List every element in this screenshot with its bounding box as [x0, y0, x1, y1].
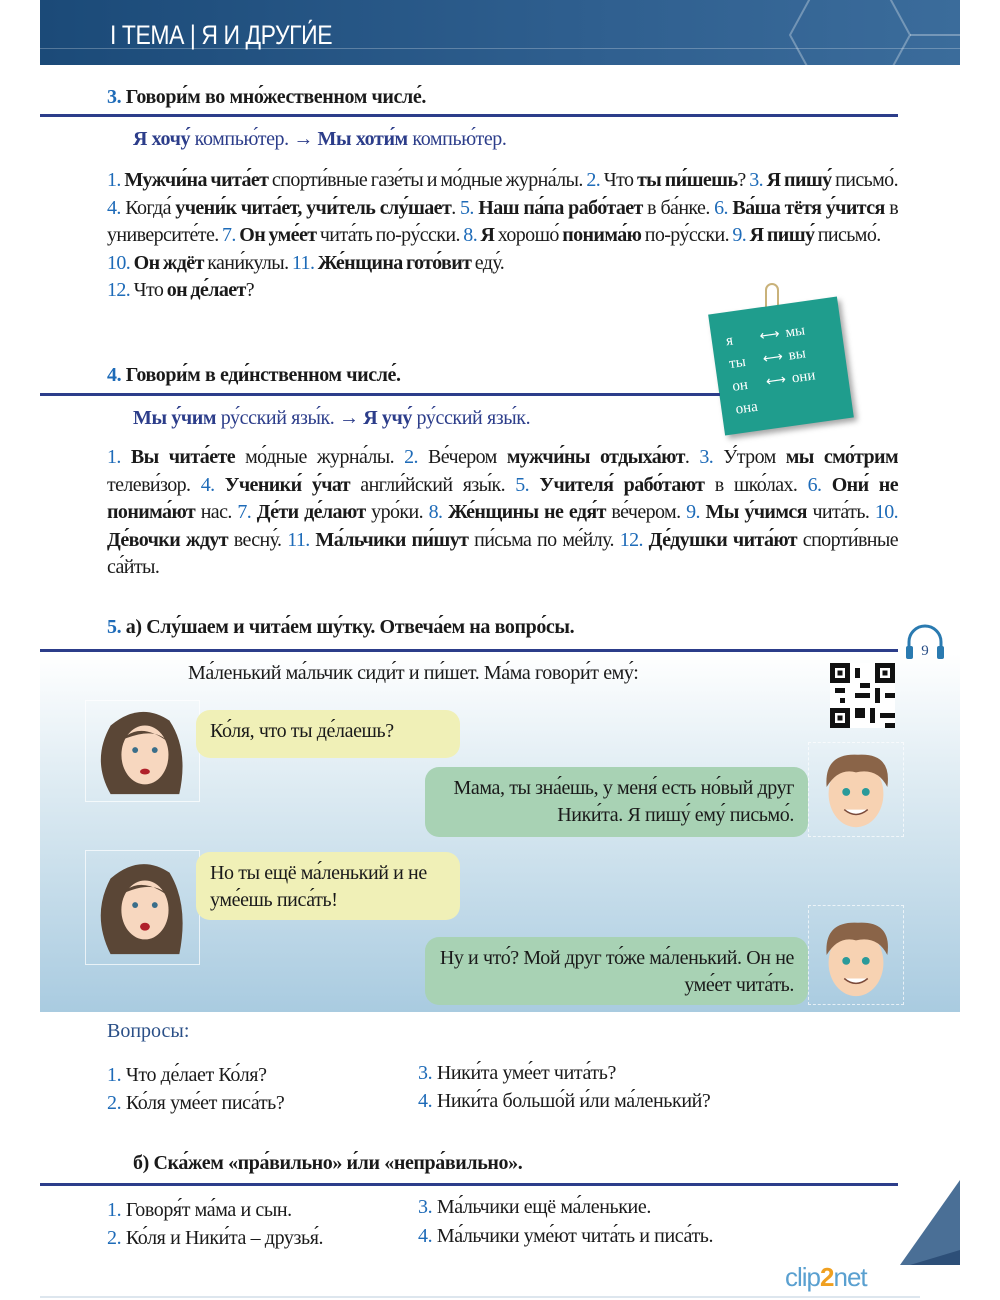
bold-text: Он ждёт	[133, 251, 204, 274]
bold-text: Я пишу́	[749, 224, 815, 247]
item-number: 12.	[107, 279, 134, 302]
text-segment: в университе́те.	[107, 196, 899, 247]
bold-text: понима́ю	[562, 224, 642, 247]
exercise-4-text	[107, 444, 898, 582]
question-item: 2. Ко́ля уме́ет писа́ть?	[107, 1092, 285, 1114]
headphones-audio-icon[interactable]	[903, 622, 947, 662]
bold-text: Ва́ша тётя у́чится	[732, 196, 885, 219]
divider	[40, 393, 720, 396]
exercise-5b-heading: б) Ска́жем «пра́вильно» и́ли «непра́вильно».	[133, 1152, 523, 1174]
divider	[40, 114, 898, 117]
boy-speech-bubble: Ну и что́? Мой друг то́же ма́ленький. Он не уме́ет чита́ть.	[425, 937, 808, 1005]
text-segment: ру́сский язы́к.	[411, 407, 531, 429]
item-number: 1.	[107, 446, 131, 468]
text-segment: компью́тер. →	[190, 128, 318, 150]
item-number: 4.	[107, 196, 126, 219]
text-segment: нас.	[195, 501, 238, 524]
text-segment: ?	[737, 169, 750, 191]
bold-text: Я хочу́	[133, 128, 191, 150]
bold-text: Мы у́чим	[133, 407, 217, 429]
plural-pronoun: вы	[787, 345, 807, 364]
exercise-4-heading	[107, 364, 401, 387]
item-number: 7.	[222, 224, 240, 247]
exercise-4-example	[133, 407, 530, 430]
clip2net-watermark: clip2net	[785, 1262, 867, 1292]
divider	[40, 1183, 898, 1186]
bold-text: Я пишу́	[766, 169, 832, 191]
item-number: 6.	[807, 473, 832, 496]
bold-text: учени́к чита́ет, учи́тель слу́шает	[175, 196, 452, 219]
text-segment: Что	[133, 279, 167, 302]
text-segment: Что	[603, 169, 637, 191]
question-item: 4. Ники́та большо́й и́ли ма́ленький?	[418, 1090, 711, 1112]
item-number: 4.	[200, 473, 225, 496]
text-segment: Когда́	[125, 196, 176, 219]
boy-avatar-icon	[808, 742, 904, 837]
singular-pronoun: он	[731, 376, 749, 395]
item-number: 6.	[714, 196, 733, 219]
mom-avatar-icon	[85, 700, 200, 802]
questions-label: Вопросы:	[107, 1020, 190, 1042]
item-number: 10.	[107, 251, 134, 274]
bold-text: Они́ не понима́ют	[107, 473, 899, 524]
topic-title: I ТЕМА | Я И ДРУГИ́Е	[110, 20, 333, 50]
text-segment: телеви́зор.	[107, 473, 201, 496]
text-segment: уро́ки.	[365, 501, 429, 524]
text-segment: чита́ть.	[806, 501, 875, 524]
divider	[40, 1296, 920, 1298]
item-number: 11.	[291, 251, 318, 274]
item-number: 12.	[619, 528, 649, 551]
bold-text: Мы хоти́м	[317, 128, 408, 150]
question-item: 1. Что де́лает Ко́ля?	[107, 1064, 267, 1086]
mom-speech-bubble: Но ты ещё ма́ленький и не уме́ешь писа́ть!	[196, 852, 460, 920]
statement-item: 4. Ма́льчики уме́ют чита́ть и писа́ть.	[418, 1225, 714, 1247]
corner-triangle-decoration	[900, 1180, 960, 1265]
text-segment: хорошо́	[494, 224, 563, 247]
page-header	[40, 0, 960, 65]
text-segment: спорти́вные газе́ты и мо́дные журна́лы.	[268, 169, 587, 191]
item-number: 8.	[428, 501, 448, 524]
bold-text: мы смо́трим	[785, 446, 898, 468]
exercise-number: 5.	[107, 616, 122, 638]
boy-speech-bubble: Мама, ты зна́ешь, у меня́ есть но́вый друг Ники́та. Я пишу́ ему́ письмо́.	[425, 767, 808, 837]
bold-text: Я учу́	[363, 407, 412, 429]
bold-text: он де́лает	[166, 279, 246, 302]
text-segment: письмо́.	[831, 169, 898, 191]
singular-pronoun: она	[734, 398, 759, 418]
item-number: 5.	[460, 196, 479, 219]
item-number: 3.	[699, 446, 724, 468]
bold-text: ты пи́шешь	[636, 169, 738, 191]
text-segment: ?	[245, 279, 255, 302]
item-number: 9.	[686, 501, 706, 524]
boy-avatar-icon	[808, 905, 904, 1005]
bold-text: Учителя́ рабо́тают	[539, 473, 705, 496]
text-segment: .	[451, 196, 461, 219]
item-number: 5.	[515, 473, 540, 496]
exercise-number: 3.	[107, 86, 122, 108]
bold-text: Я	[480, 224, 495, 247]
mom-speech-bubble: Ко́ля, что ты де́лаешь?	[196, 710, 460, 758]
item-number: 8.	[463, 224, 481, 247]
bold-text: Он уме́ет	[239, 224, 317, 247]
bold-text: Ученики́ у́чат	[224, 473, 350, 496]
item-number: 9.	[732, 224, 750, 247]
divider	[40, 649, 898, 652]
text-segment: пи́сьма по ме́йлу.	[468, 528, 620, 551]
bold-text: Де́ти де́лают	[256, 501, 366, 524]
exercise-5-heading	[107, 616, 574, 639]
text-segment: в ба́нке.	[642, 196, 715, 219]
item-number: 11.	[287, 528, 316, 551]
dialog-intro: Ма́ленький ма́льчик сиди́т и пи́шет. Ма́ма говори́т ему́:	[188, 662, 639, 684]
bold-text: Наш па́па рабо́тает	[478, 196, 643, 219]
singular-pronoun: я	[724, 332, 734, 350]
text-segment: письмо́.	[814, 224, 881, 247]
plural-pronoun: мы	[784, 322, 807, 341]
question-item: 3. Ники́та уме́ет чита́ть?	[418, 1062, 616, 1084]
exercise-number: 4.	[107, 364, 122, 386]
text-segment: англи́йский язы́к.	[350, 473, 516, 496]
text-segment: спорти́вные са́йты.	[107, 528, 899, 579]
bold-text: Же́нщины не едя́т	[447, 501, 606, 524]
text-segment: по-ру́сски.	[641, 224, 733, 247]
exercise-3-example	[133, 128, 507, 151]
text-segment: весну́.	[227, 528, 288, 551]
item-number: 2.	[404, 446, 428, 468]
text-segment: еду́.	[471, 251, 505, 274]
text-segment: компью́тер.	[407, 128, 507, 150]
bold-text: Же́нщина гото́вит	[317, 251, 472, 274]
double-arrow-icon: ⟷	[765, 371, 788, 391]
text-segment: чита́ть по-ру́сски.	[316, 224, 464, 247]
pronoun-sticky-note	[708, 297, 854, 436]
bold-text: Вы чита́ете	[130, 446, 235, 468]
exercise-title: а) Слу́шаем и чита́ем шу́тку. Отвеча́ем на вопро́сы.	[121, 616, 575, 638]
double-arrow-icon: ⟷	[761, 348, 784, 368]
bold-text: Мы у́чимся	[705, 501, 807, 524]
text-segment: У́тром	[723, 446, 786, 468]
bold-text: Мужчи́на чита́ет	[124, 169, 269, 191]
item-number: 2.	[586, 169, 604, 191]
text-segment: кани́кулы.	[203, 251, 292, 274]
plural-pronoun: они	[790, 367, 817, 387]
statement-item: 3. Ма́льчики ещё ма́ленькие.	[418, 1196, 651, 1218]
bold-text: Ма́льчики пи́шут	[315, 528, 469, 551]
bold-text: Де́вочки ждут	[107, 528, 228, 551]
double-arrow-icon: ⟷	[758, 325, 781, 345]
item-number: 1.	[107, 169, 125, 191]
item-number: 10.	[874, 501, 899, 524]
audio-track-number: 9	[921, 643, 929, 659]
mom-avatar-icon	[85, 850, 200, 965]
hexagon-pattern-icon	[780, 0, 960, 65]
text-segment: ве́чером.	[605, 501, 687, 524]
qr-code-icon[interactable]	[830, 663, 895, 728]
text-segment: Ве́чером	[428, 446, 507, 468]
singular-pronoun: ты	[728, 353, 747, 373]
statement-item: 1. Говоря́т ма́ма и сын.	[107, 1199, 292, 1221]
item-number: 7.	[237, 501, 257, 524]
text-segment: .	[684, 446, 700, 468]
bold-text: мужчи́ны отдыха́ют	[506, 446, 685, 468]
exercise-title: Говори́м в еди́нственном числе́.	[121, 364, 401, 386]
text-segment: мо́дные журна́лы.	[234, 446, 405, 468]
text-segment: в шко́лах.	[704, 473, 808, 496]
item-number: 3.	[749, 169, 767, 191]
exercise-3-heading	[107, 86, 426, 109]
bold-text: Де́душки чита́ют	[648, 528, 798, 551]
exercise-3-text	[107, 167, 898, 305]
text-segment: ру́сский язы́к. →	[216, 407, 364, 429]
exercise-title: Говори́м во мно́жественном числе́.	[121, 86, 426, 108]
statement-item: 2. Ко́ля и Ники́та – друзья́.	[107, 1227, 324, 1249]
